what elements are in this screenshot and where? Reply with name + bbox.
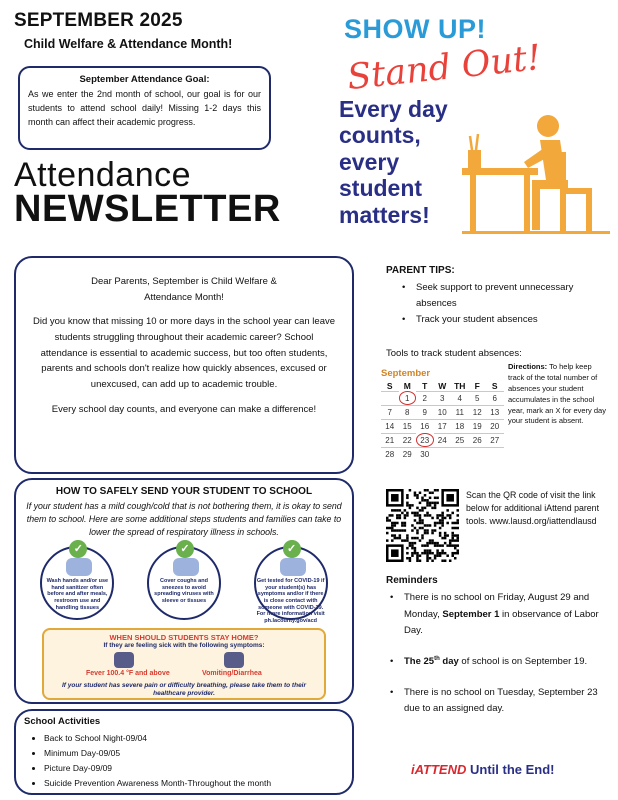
calendar-day[interactable]: 16: [416, 419, 434, 433]
calendar-day[interactable]: 7: [381, 405, 399, 419]
handwash-icon: [66, 558, 92, 576]
check-icon: ✓: [176, 540, 194, 558]
sick-child-icon: [224, 652, 244, 668]
calendar-day[interactable]: [486, 447, 504, 461]
goal-title: September Attendance Goal:: [79, 74, 210, 85]
health-guidance-box: [14, 478, 354, 704]
weekday-label: F: [474, 381, 480, 391]
cough-icon: [173, 558, 199, 576]
reminders-title: Reminders: [386, 575, 438, 586]
calendar-day[interactable]: 30: [416, 447, 434, 461]
cover-cough-step: [147, 543, 221, 620]
handwash-step: [40, 543, 114, 620]
tip-item: • Track your student absences: [398, 312, 598, 328]
calendar-day[interactable]: 1: [399, 391, 417, 405]
calendar-week: [381, 391, 504, 405]
calendar-day[interactable]: 22: [399, 433, 417, 447]
calendar-week: [381, 419, 504, 433]
newsletter-word: NEWSLETTER: [14, 188, 281, 230]
tip-item: • Seek support to prevent unnecessary absences: [398, 280, 598, 312]
calendar-day[interactable]: 6: [486, 391, 504, 405]
calendar-day[interactable]: 18: [451, 419, 469, 433]
health-steps: [24, 543, 344, 624]
activities-list: [44, 731, 344, 791]
calendar-day[interactable]: [381, 391, 399, 405]
attendance-goal-box: [18, 66, 271, 150]
calendar-day[interactable]: 28: [381, 447, 399, 461]
activity-item: • Suicide Prevention Awareness Month-Throughout the month: [44, 776, 344, 791]
calendar-day[interactable]: 19: [469, 419, 487, 433]
newsletter-month: SEPTEMBER 2025: [14, 10, 183, 31]
calendar-day[interactable]: 12: [469, 405, 487, 419]
stay-home-title: WHEN SHOULD STUDENTS STAY HOME?: [109, 633, 259, 643]
calendar-day[interactable]: 10: [434, 405, 452, 419]
weekday-label: M: [403, 381, 411, 391]
calendar-day[interactable]: 27: [486, 433, 504, 447]
parent-tips-title: PARENT TIPS:: [386, 265, 455, 276]
tools-label: Tools to track student absences:: [386, 348, 522, 359]
check-icon: ✓: [283, 540, 301, 558]
calendar-day[interactable]: 8: [399, 405, 417, 419]
handwash-text: Wash hands and/or use hand sanitizer often before and after meals, restroom use and handling tissues: [46, 578, 109, 611]
cover-cough-text: Cover coughs and sneezes to avoid spreading viruses with sleeve or tissues: [154, 578, 214, 605]
show-up-slogan: SHOW UP!: [344, 14, 486, 44]
health-title: HOW TO SAFELY SEND YOUR STUDENT TO SCHOOL: [55, 486, 313, 497]
calendar-month: September: [381, 368, 431, 379]
weekday-label: S: [491, 381, 498, 391]
covid-test-step: [254, 543, 328, 624]
calendar-day[interactable]: 25: [451, 433, 469, 447]
calendar-day[interactable]: 20: [486, 419, 504, 433]
stand-out-slogan: Stand Out!: [345, 37, 543, 99]
student-desk-illustration: [462, 112, 612, 234]
stay-home-panel: [42, 628, 326, 700]
letter-closing: Every school day counts, and everyone can make a difference!: [51, 403, 317, 415]
until-the-end-text: Until the End!: [470, 762, 555, 777]
weekday-label: S: [386, 381, 393, 391]
qr-instructions: Scan the QR code of visit the link below for additional iAttend parent tools. www.lausd.org/iattendlausd: [466, 490, 600, 526]
weekday-label: T: [422, 381, 428, 391]
attendance-calendar: [381, 368, 504, 461]
reminder-item: [386, 654, 604, 671]
every-day-counts-slogan: Every day counts, every student matters!: [339, 96, 448, 228]
reminder-item: [386, 590, 604, 640]
calendar-day[interactable]: 11: [451, 405, 469, 419]
iattend-wordmark: iATTEND: [411, 762, 467, 777]
activity-item: • Picture Day-09/09: [44, 761, 344, 776]
activity-item: • Minimum Day-09/05: [44, 746, 344, 761]
stay-home-subtitle: If they are feeling sick with the following symptoms:: [103, 642, 265, 650]
attendance-word: Attendance: [14, 156, 192, 194]
calendar-weekdays: [381, 381, 504, 391]
calendar-day[interactable]: 2: [416, 391, 434, 405]
activity-item: • Back to School Night-09/04: [44, 731, 344, 746]
calendar-day[interactable]: 29: [399, 447, 417, 461]
severe-symptom-note: If your student has severe pain or difficulty breathing, please take them to their healthcare provider.: [61, 682, 307, 698]
letter-greeting: Dear Parents, September is Child Welfare & Attendance Month!: [91, 276, 277, 303]
weekday-label: TH: [454, 381, 466, 391]
mask-icon: [280, 558, 306, 576]
thermometer-icon: [114, 652, 134, 668]
reminders-list: [386, 590, 604, 732]
check-icon: ✓: [69, 540, 87, 558]
calendar-day[interactable]: [451, 447, 469, 461]
calendar-day[interactable]: [469, 447, 487, 461]
calendar-day[interactable]: 21: [381, 433, 399, 447]
parent-tips-list: [398, 280, 598, 328]
calendar-day[interactable]: 23: [416, 433, 434, 447]
activities-title: School Activities: [24, 716, 101, 727]
calendar-directions: [508, 362, 608, 427]
directions-label: Directions:: [508, 362, 548, 371]
calendar-day[interactable]: 24: [434, 433, 452, 447]
goal-text: As we enter the 2nd month of school, our goal is for our students to attend school daily! Missing 1-2 days this month can affect their academic progress.: [28, 89, 261, 127]
covid-test-text: Get tested for COVID-19 if your student(s) has symptoms and/or if there is close contact with someone with COVID-19. For more information visit ph.lacounty.gov/acd: [256, 578, 325, 624]
reminder-text-1c: in observance of Labor Day.: [404, 608, 599, 637]
parent-letter-box: [14, 256, 354, 474]
calendar-day[interactable]: 3: [434, 391, 452, 405]
vomiting-symptom: Vomiting/Diarrhea: [202, 670, 262, 678]
newsletter-subtitle: Child Welfare & Attendance Month!: [24, 37, 233, 51]
calendar-day[interactable]: 9: [416, 405, 434, 419]
reminder-item: • There is no school on Tuesday, September 23 due to an assigned day.: [386, 685, 604, 718]
iattend-logo: [411, 762, 555, 777]
reminder-text-1b: September 1: [442, 608, 500, 620]
reminder-text-2b: of school is on September 19.: [458, 656, 588, 668]
calendar-day[interactable]: 5: [469, 391, 487, 405]
calendar-week: [381, 405, 504, 419]
calendar-week: [381, 447, 504, 461]
calendar-day[interactable]: 26: [469, 433, 487, 447]
health-intro: If your student has a mild cough/cold that is not bothering them, it is okay to send them to school. Here are some additional steps students and families can take to lower the spread of respiratory illness in schools.: [26, 501, 342, 537]
reminder-text-1a: There is no school on Friday, August 29 and Monday,: [404, 592, 590, 620]
calendar-day[interactable]: 15: [399, 419, 417, 433]
qr-code-icon[interactable]: [386, 489, 459, 562]
reminder-text-2a: The 25th day: [404, 655, 459, 668]
letter-body: Did you know that missing 10 or more days in the school year can leave students struggling throughout their academic career? School attendance is essential to academic success, but too often students, parents and schools don't realize how quickly absences, excused or unexcused, can add up to academic trouble.: [32, 316, 336, 391]
calendar-day[interactable]: 14: [381, 419, 399, 433]
calendar-week: [381, 433, 504, 447]
fever-symptom: Fever 100.4 °F and above: [86, 670, 170, 678]
school-activities-box: [14, 709, 354, 795]
calendar-grid: [381, 391, 504, 461]
calendar-day[interactable]: [434, 447, 452, 461]
calendar-day[interactable]: 13: [486, 405, 504, 419]
directions-text: To help keep track of the total number of absences your student accumulates in the school year, mark an X for every day your student is absent.: [508, 362, 606, 426]
calendar-day[interactable]: 4: [451, 391, 469, 405]
calendar-day[interactable]: 17: [434, 419, 452, 433]
weekday-label: W: [438, 381, 447, 391]
